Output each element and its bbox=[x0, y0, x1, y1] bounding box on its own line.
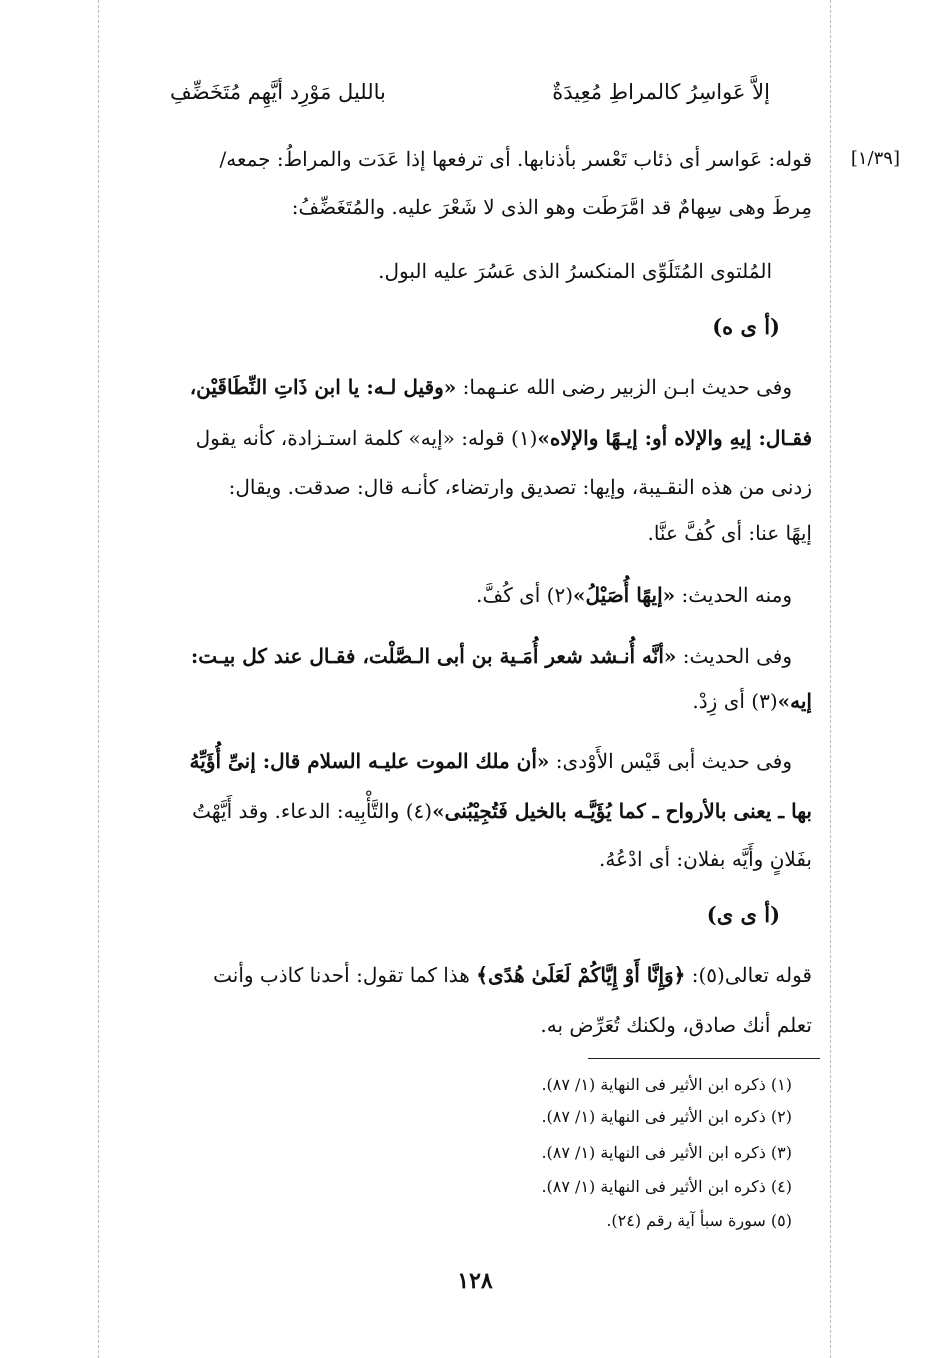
text-line: قوله تعالى(٥): ﴿وَإِنَّا أَوْ إِيَّاكُمْ لَعَلَىٰ هُدًى﴾ هذا كما تقول: أحدنا كاذب وأنت bbox=[213, 963, 812, 987]
text-line: وفى حديث أبى قَيْس الأَوْدى: «أن ملك الموت عليـه السلام قال: إنىِّ أُؤَيِّهُ bbox=[189, 749, 792, 773]
footnote: (٣) ذكره ابن الأثير فى النهاية (١/ ٨٧). bbox=[541, 1143, 792, 1162]
text-line: إيهًا عنا: أى كُفَّ عنَّا. bbox=[647, 521, 812, 545]
scan-margin-line bbox=[830, 0, 831, 1358]
text-line: تعلم أنك صادق، ولكنك تُعَرِّض به. bbox=[540, 1013, 812, 1037]
text-line: فقـال: إيهِ والإلاه أو: إيـهًا والإلاه»(١) قوله: «إيه» كلمة استـزادة، كأنه يقول bbox=[195, 426, 812, 450]
text-line: إيه»(٣) أى زِدْ. bbox=[692, 689, 812, 713]
text-line: مِرطَ وهى سِهامٌ قد امَّرَطَت وهو الذى لا شَعْرَ عليه. والمُتَغَضِّفُ: bbox=[291, 195, 812, 219]
text-line: بها ـ يعنى بالأرواح ـ كما يُؤَيَّـه بالخيل فَتُجِيْبُنى»(٤) والتَّأْبِيه: الدعاء. وقد أَيَّهْتُ bbox=[192, 799, 812, 823]
section-heading: (أ ى ه) bbox=[712, 314, 780, 339]
text-line: وفى حديث ابـن الزبير رضى الله عنـهما: «وقيل لـه: يا ابن ذَاتِ النِّطَاقَيْن، bbox=[189, 375, 792, 399]
text-line: زدنى من هذه النقـيبة، وإيها: تصديق وارتضاء، كأنـه قال: صدقت. ويقال: bbox=[228, 475, 812, 499]
text-line: المُلتوى المُتَلَوِّى المنكسرُ الذى عَسُرَ عليه البول. bbox=[378, 259, 772, 283]
poem-verse bbox=[170, 80, 770, 114]
text-line: قوله: عَواسر أى ذئاب تَعْسر بأذنابها. أى ترفعها إذا عَدَت والمراطُ: جمعه/ bbox=[219, 147, 812, 171]
text-line: ومنه الحديث: «إيهًا أُصَيْلُ»(٢) أى كُفَّ. bbox=[476, 583, 792, 607]
verse-first-hemistich: إلاَّ عَواسِرُ كالمراطِ مُعِيدَةٌ bbox=[552, 80, 770, 104]
footnote: (٥) سورة سبأ آية رقم (٢٤). bbox=[606, 1211, 792, 1230]
text-line: وفى الحديث: «أنَّه أُنـشد شعر أُمَـية بن أبى الـصَّلْت، فقـال عند كل بيـت: bbox=[190, 644, 792, 668]
page-number: ١٢٨ bbox=[457, 1268, 493, 1294]
footnote: (٤) ذكره ابن الأثير فى النهاية (١/ ٨٧). bbox=[541, 1177, 792, 1196]
text-line: بفَلانٍ وأَيَّه بفلان: أى ادْعُهُ. bbox=[599, 847, 812, 871]
footnote-separator bbox=[588, 1058, 820, 1059]
margin-reference: [١/٣٩] bbox=[850, 148, 900, 169]
scan-margin-line bbox=[98, 0, 99, 1358]
footnote: (١) ذكره ابن الأثير فى النهاية (١/ ٨٧). bbox=[541, 1075, 792, 1094]
section-heading: (أ ى ى) bbox=[706, 902, 780, 927]
verse-second-hemistich: بالليل مَوْرِد أيَّهِم مُتَخَضِّفِ bbox=[170, 80, 386, 104]
footnote: (٢) ذكره ابن الأثير فى النهاية (١/ ٨٧). bbox=[541, 1107, 792, 1126]
